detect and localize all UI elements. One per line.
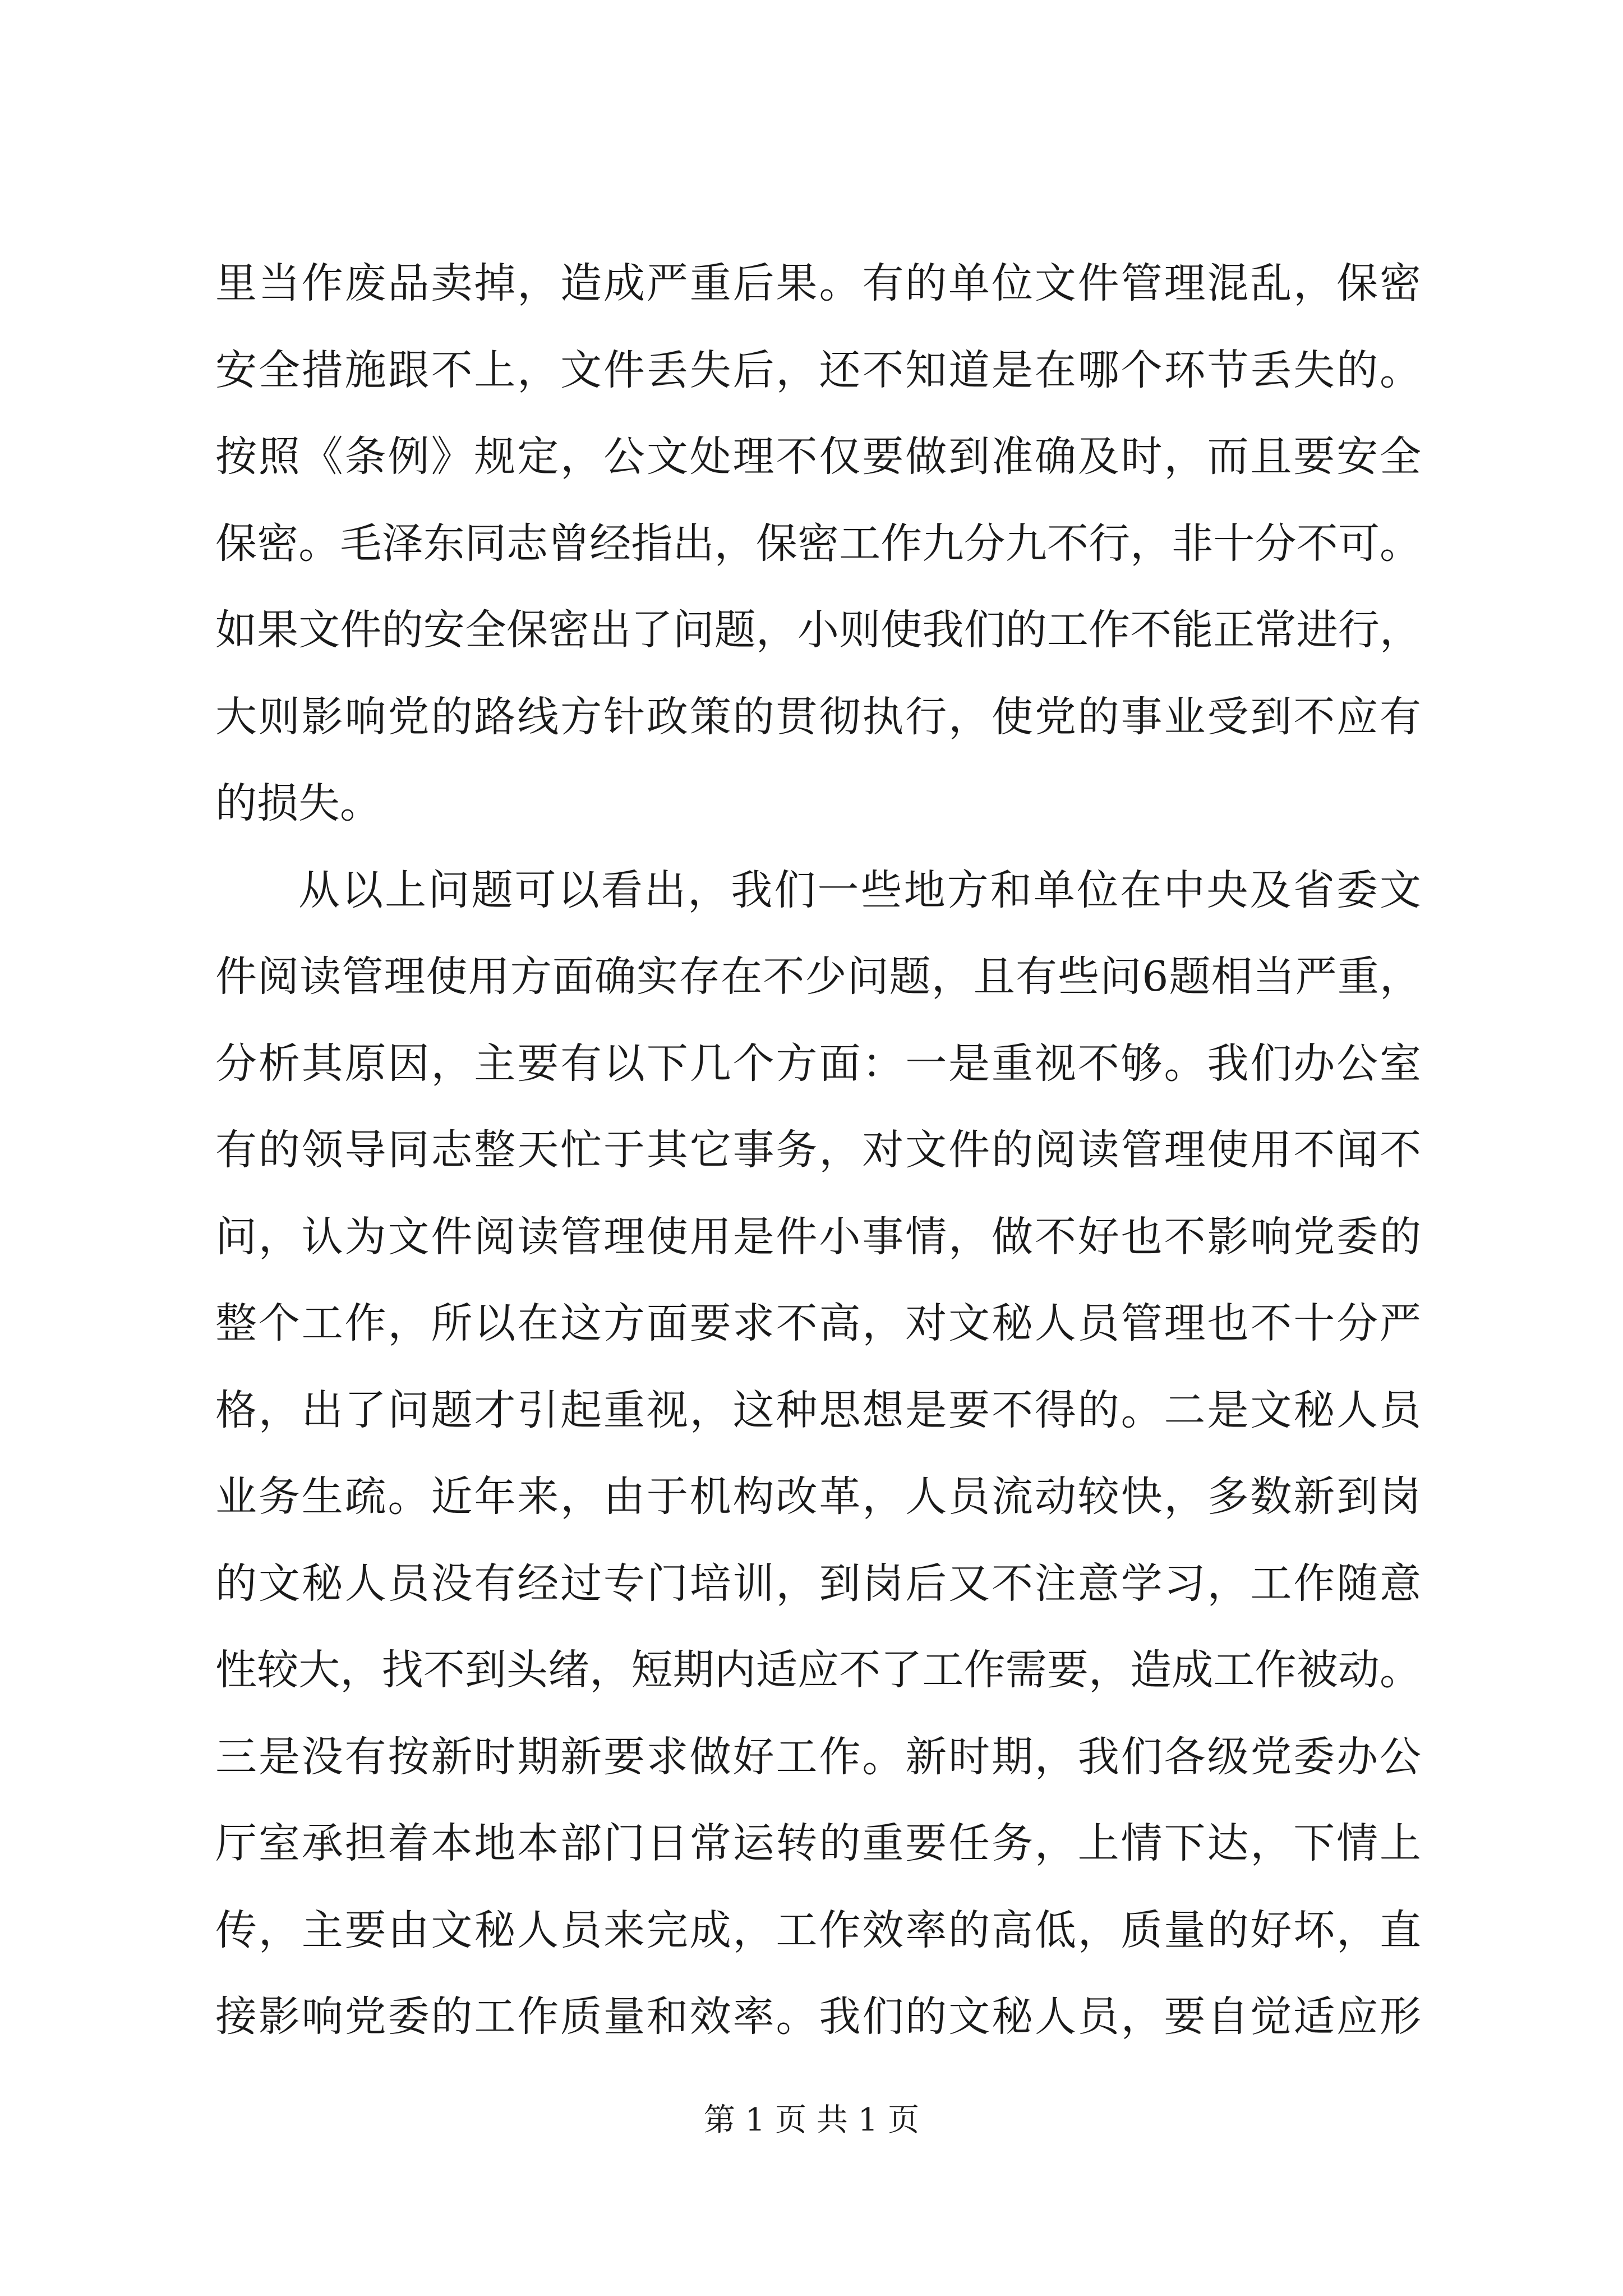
text-line: 性较大，找不到头绪，短期内适应不了工作需要，造成工作被动。 <box>215 1646 1421 1694</box>
text-line: 格，出了问题才引起重视，这种思想是要不得的。二是文秘人员 <box>215 1386 1421 1434</box>
text-line: 三是没有按新时期新要求做好工作。新时期，我们各级党委办公 <box>215 1732 1421 1781</box>
text-line: 件阅读管理使用方面确实存在不少问题，且有些问6题相当严重， <box>215 953 1421 1001</box>
paragraph <box>215 865 1421 2042</box>
text-line: 业务生疏。近年来，由于机构改革，人员流动较快，多数新到岗 <box>215 1473 1421 1521</box>
text-line: 保密。毛泽东同志曾经指出，保密工作九分九不行，非十分不可。 <box>215 519 1421 568</box>
paragraph <box>215 258 1421 829</box>
text-line: 有的领导同志整天忙于其它事务，对文件的阅读管理使用不闻不 <box>215 1126 1421 1174</box>
text-line: 的损失。 <box>215 779 381 827</box>
text-line: 从以上问题可以看出，我们一些地方和单位在中央及省委文 <box>298 866 1421 914</box>
text-line: 接影响党委的工作质量和效率。我们的文秘人员，要自觉适应形 <box>215 1993 1421 2041</box>
text-line: 大则影响党的路线方针政策的贯彻执行，使党的事业受到不应有 <box>215 692 1421 741</box>
text-line: 里当作废品卖掉，造成严重后果。有的单位文件管理混乱，保密 <box>215 259 1421 307</box>
text-line: 按照《条例》规定，公文处理不仅要做到准确及时，而且要安全 <box>215 432 1421 481</box>
text-line: 的文秘人员没有经过专门培训，到岗后又不注意学习，工作随意 <box>215 1559 1421 1608</box>
text-line: 传，主要由文秘人员来完成，工作效率的高低，质量的好坏，直 <box>215 1906 1421 1954</box>
text-line: 安全措施跟不上，文件丢失后，还不知道是在哪个环节丢失的。 <box>215 346 1421 394</box>
text-line: 如果文件的安全保密出了问题，小则使我们的工作不能正常进行， <box>215 606 1421 654</box>
text-line: 整个工作，所以在这方面要求不高，对文秘人员管理也不十分严 <box>215 1299 1421 1347</box>
body-text <box>215 258 1421 2078</box>
page-footer: 第 1 页 共 1 页 <box>703 2102 920 2138</box>
text-line: 问，认为文件阅读管理使用是件小事情，做不好也不影响党委的 <box>215 1212 1421 1261</box>
text-line: 厅室承担着本地本部门日常运转的重要任务，上情下达，下情上 <box>215 1819 1421 1867</box>
text-line: 分析其原因，主要有以下几个方面：一是重视不够。我们办公室 <box>215 1039 1421 1088</box>
